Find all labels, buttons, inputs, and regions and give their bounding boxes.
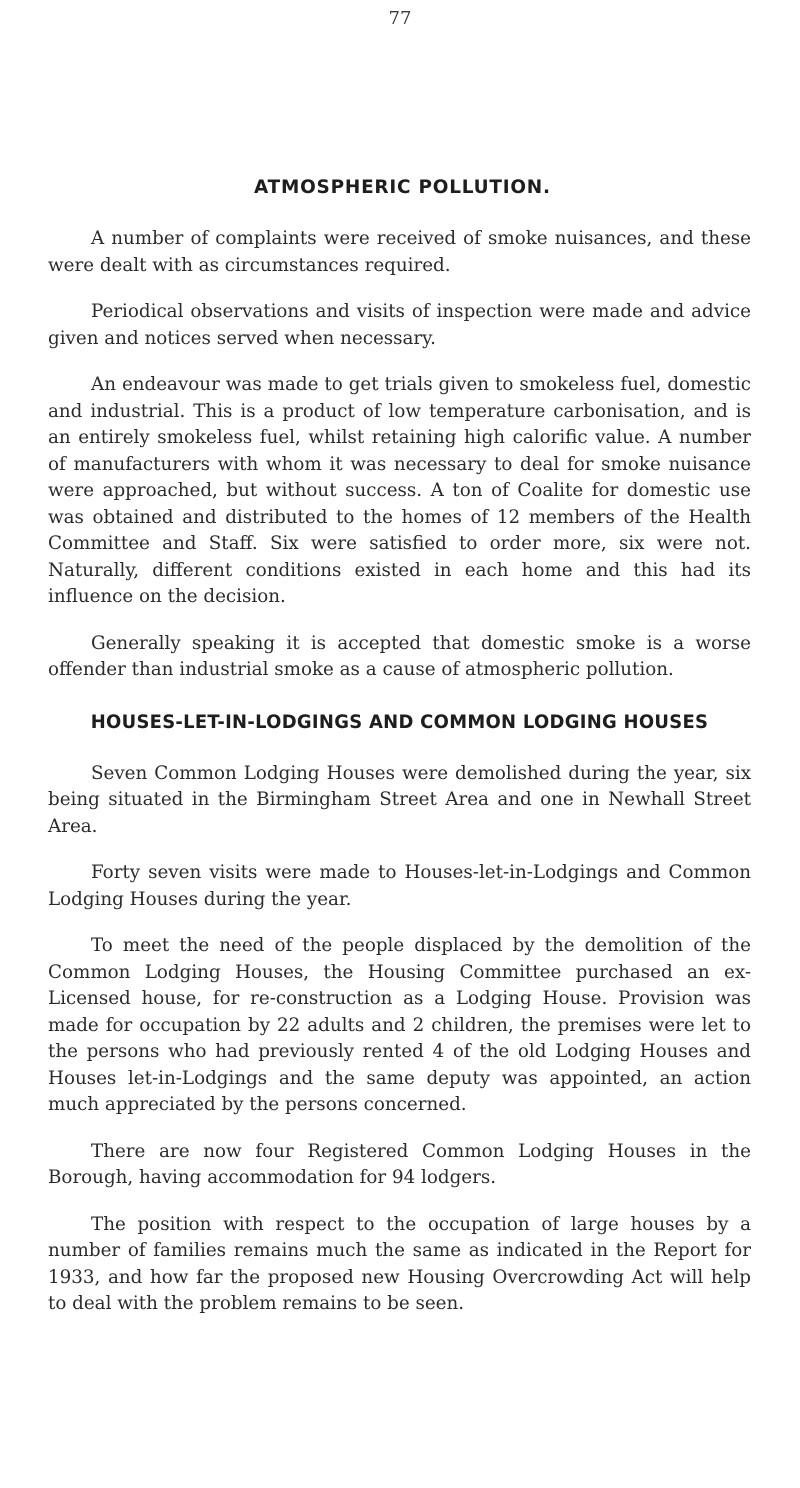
page-number: 77 — [388, 8, 412, 29]
paragraph: A number of complaints were received of smoke nuisances, and these were dealt with as circumstances required. — [48, 228, 751, 276]
paragraph: Forty seven visits were made to Houses-let-in-Lodgings and Common Lodging Houses during the year. — [48, 862, 751, 910]
section-heading-atmospheric-pollution: ATMOSPHERIC POLLUTION. — [254, 176, 551, 198]
document-body — [48, 176, 751, 1318]
paragraph: An endeavour was made to get trials given to smokeless fuel, domestic and industrial. This is a product of low temperature carbonisation, and is an entirely smokeless fuel, whilst retaining high calorific value. A number of manufacturers with whom it was necessary to deal for smoke nuisance were approached, but without success. A ton of Coalite for domestic use was obtained and distributed to the homes of 12 members of the Health Committee and Staff. Six were satisfied to order more, six were not. Naturally, different conditions existed in each home and this had its influence on the decision. — [48, 374, 751, 607]
paragraph: Periodical observations and visits of inspection were made and advice given and notices served when necessary. — [48, 301, 751, 349]
paragraph: There are now four Registered Common Lodging Houses in the Borough, having accommodation for 94 lodgers. — [48, 1140, 751, 1188]
paragraph: Seven Common Lodging Houses were demolished during the year, six being situated in the Birmingham Street Area and one in Newhall Street Area. — [48, 762, 751, 837]
section-heading-lodging-houses: HOUSES-LET-IN-LODGINGS AND COMMON LODGING HOUSES — [90, 711, 709, 733]
paragraph: To meet the need of the people displaced by the demolition of the Common Lodging Houses, the Housing Committee purchased an ex-Licensed house, for re-construction as a Lodging House. Provision was made for occupation by 22 adults and 2 children, the premises were let to the persons who had previously rented 4 of the old Lodging Houses and Houses let-in-Lodgings and the same deputy was appointed, an action much appreciated by the persons concerned. — [48, 935, 751, 1115]
paragraph: Generally speaking it is accepted that domestic smoke is a worse offender than industrial smoke as a cause of atmospheric pollution. — [48, 632, 751, 680]
paragraph: The position with respect to the occupation of large houses by a number of families remains much the same as indicated in the Report for 1933, and how far the proposed new Housing Overcrowding Act will help to deal with the problem remains to be seen. — [48, 1213, 751, 1314]
